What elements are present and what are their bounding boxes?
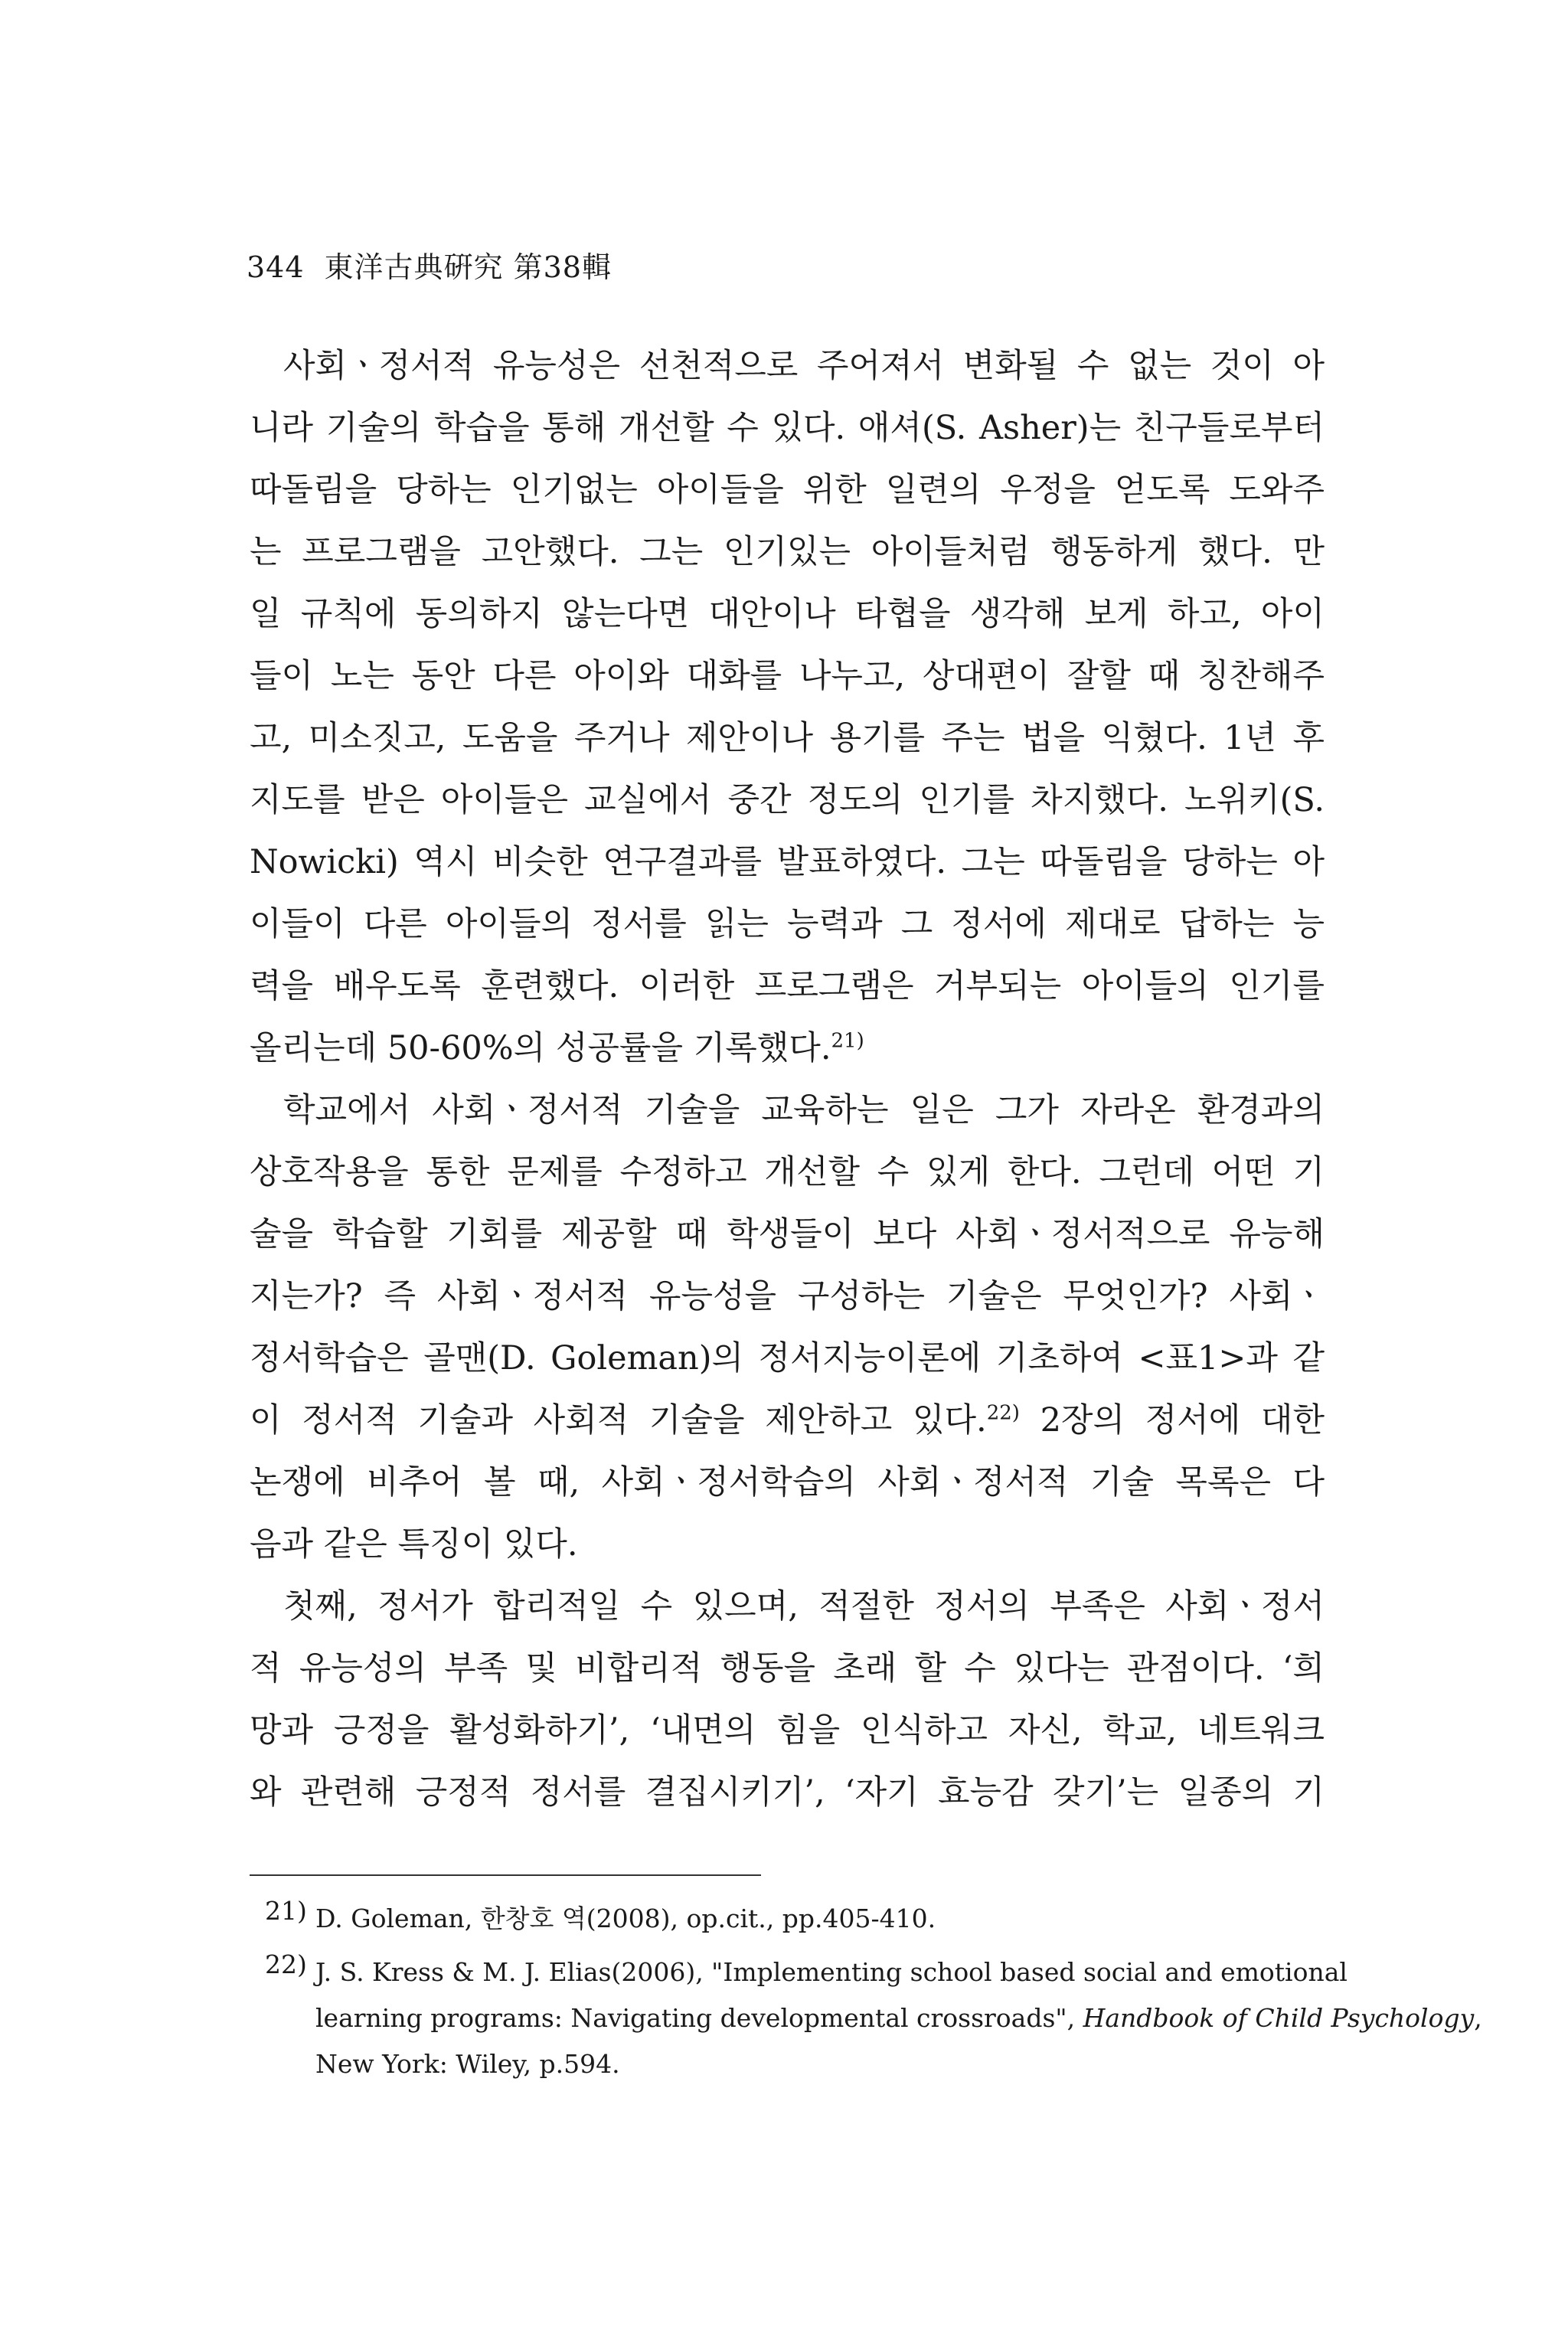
text-line: 는 프로그램을 고안했다. 그는 인기있는 아이들처럼 행동하게 했다. 만	[250, 533, 1325, 571]
footnotes	[265, 1896, 1482, 2087]
text-line: 와 관련해 긍정적 정서를 결집시키기’, ‘자기 효능감 갖기’는 일종의 기	[250, 1773, 1325, 1812]
text-line: 망과 긍정을 활성화하기’, ‘내면의 힘을 인식하고 자신, 학교, 네트워크	[250, 1711, 1325, 1750]
text-line-content: 이 정서적 기술과 사회적 기술을 제안하고 있다.	[250, 1401, 987, 1440]
text-line: 적 유능성의 부족 및 비합리적 행동을 초래 할 수 있다는 관점이다. ‘희	[250, 1649, 1325, 1688]
text-line: 니라 기술의 학습을 통해 개선할 수 있다. 애셔(S. Asher)는 친구들로부터	[250, 409, 1325, 447]
text-line: 지도를 받은 아이들은 교실에서 중간 정도의 인기를 차지했다. 노위키(S.	[250, 781, 1325, 819]
text-line: 일 규칙에 동의하지 않는다면 대안이나 타협을 생각해 보게 하고, 아이	[250, 595, 1325, 633]
footnote-text: J. S. Kress & M. J. Elias(2006), "Implementing school based social and emotional	[315, 1957, 1348, 1987]
text-line: 학교에서 사회ㆍ정서적 기술을 교육하는 일은 그가 자라온 환경과의	[283, 1091, 1325, 1129]
text-line	[250, 1018, 1325, 1080]
text-line: 고, 미소짓고, 도움을 주거나 제안이나 용기를 주는 법을 익혔다. 1년 후	[250, 719, 1325, 757]
page-number: 344	[247, 250, 305, 284]
footnote-22	[265, 1949, 1482, 2087]
body-text	[250, 335, 1325, 1824]
text-line	[250, 1390, 1325, 1452]
text-line: 정서학습은 골맨(D. Goleman)의 정서지능이론에 기초하여 <표1>과 같	[250, 1339, 1325, 1377]
footnote-ref-22: 22)	[986, 1401, 1020, 1425]
footnote-text: New York: Wiley, p.594.	[315, 2049, 620, 2079]
text-line-content: 올리는데 50-60%의 성공률을 기록했다.	[250, 1029, 831, 1067]
footnote-text-part: ,	[1474, 2003, 1482, 2033]
running-header	[247, 243, 612, 286]
text-line: 술을 학습할 기회를 제공할 때 학생들이 보다 사회ㆍ정서적으로 유능해	[250, 1215, 1325, 1253]
footnote-ref-21: 21)	[831, 1029, 864, 1053]
text-line-tail: 2장의 정서에 대한	[1019, 1401, 1325, 1440]
footnote-number: 22)	[265, 1949, 307, 1979]
paragraph-3	[250, 1576, 1325, 1824]
text-line: Nowicki) 역시 비슷한 연구결과를 발표하였다. 그는 따돌림을 당하는 아	[250, 843, 1325, 881]
text-line: 상호작용을 통한 문제를 수정하고 개선할 수 있게 한다. 그런데 어떤 기	[250, 1153, 1325, 1191]
footnote-text: D. Goleman, 한창호 역(2008), op.cit., pp.405-410.	[315, 1904, 936, 1933]
paragraph-1	[250, 335, 1325, 1080]
text-line: 들이 노는 동안 다른 아이와 대화를 나누고, 상대편이 잘할 때 칭찬해주	[250, 657, 1325, 695]
text-line: 지는가? 즉 사회ㆍ정서적 유능성을 구성하는 기술은 무엇인가? 사회ㆍ	[250, 1277, 1325, 1315]
footnote-text-part: learning programs: Navigating developmental crossroads",	[315, 2003, 1083, 2033]
text-line: 첫째, 정서가 합리적일 수 있으며, 적절한 정서의 부족은 사회ㆍ정서	[283, 1587, 1325, 1626]
footnote-text	[315, 1995, 1482, 2041]
text-line: 력을 배우도록 훈련했다. 이러한 프로그램은 거부되는 아이들의 인기를	[250, 967, 1325, 1005]
paragraph-2	[250, 1080, 1325, 1576]
book-title: Handbook of Child Psychology	[1083, 2003, 1475, 2033]
footnote-21	[265, 1896, 1325, 1942]
text-line: 논쟁에 비추어 볼 때, 사회ㆍ정서학습의 사회ㆍ정서적 기술 목록은 다	[250, 1463, 1325, 1502]
text-line: 사회ㆍ정서적 유능성은 선천적으로 주어져서 변화될 수 없는 것이 아	[283, 347, 1325, 385]
footnote-divider	[250, 1874, 761, 1876]
text-line: 이들이 다른 아이들의 정서를 읽는 능력과 그 정서에 제대로 답하는 능	[250, 905, 1325, 943]
text-line: 음과 같은 특징이 있다.	[250, 1525, 578, 1564]
text-line: 따돌림을 당하는 인기없는 아이들을 위한 일련의 우정을 얻도록 도와주	[250, 471, 1325, 509]
journal-title: 東洋古典硏究 第38輯	[324, 250, 612, 284]
footnote-number: 21)	[265, 1896, 307, 1926]
